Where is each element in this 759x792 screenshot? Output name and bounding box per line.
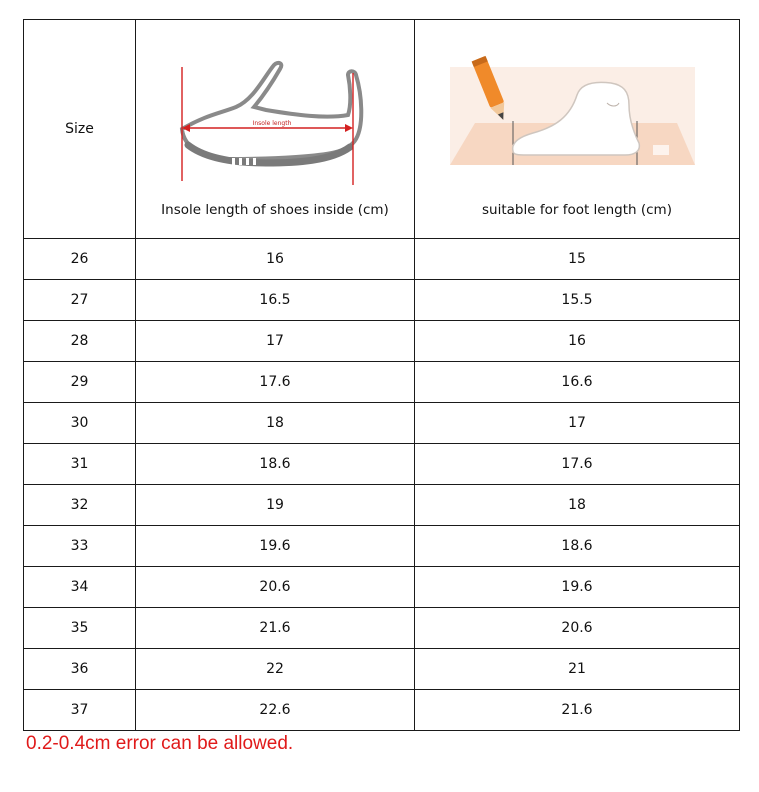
table-row xyxy=(24,403,740,444)
table-row xyxy=(24,649,740,690)
foot-length-cell: 18.6 xyxy=(415,526,740,567)
foot-length-cell: 15 xyxy=(415,239,740,280)
header-row xyxy=(24,20,740,239)
size-cell: 27 xyxy=(24,280,136,321)
foot-length-cell: 21 xyxy=(415,649,740,690)
size-cell: 30 xyxy=(24,403,136,444)
insole-length-cell: 19 xyxy=(136,485,415,526)
table-row xyxy=(24,362,740,403)
foot-length-cell: 16.6 xyxy=(415,362,740,403)
table-row xyxy=(24,444,740,485)
foot-length-cell: 15.5 xyxy=(415,280,740,321)
insole-length-cell: 16.5 xyxy=(136,280,415,321)
table-row xyxy=(24,321,740,362)
size-cell: 37 xyxy=(24,690,136,731)
foot-length-cell: 19.6 xyxy=(415,567,740,608)
tolerance-note: 0.2-0.4cm error can be allowed. xyxy=(26,733,294,754)
shoe-sole-measure-icon xyxy=(136,55,415,205)
insole-length-cell: 22.6 xyxy=(136,690,415,731)
foot-length-cell: 16 xyxy=(415,321,740,362)
insole-length-cell: 20.6 xyxy=(136,567,415,608)
size-cell: 34 xyxy=(24,567,136,608)
table-row xyxy=(24,567,740,608)
foot-measure-pencil-icon xyxy=(415,55,740,205)
foot-length-cell: 18 xyxy=(415,485,740,526)
table-row xyxy=(24,690,740,731)
table-row xyxy=(24,485,740,526)
size-header-cell xyxy=(24,20,136,239)
size-cell: 29 xyxy=(24,362,136,403)
size-header-label: Size xyxy=(65,121,94,137)
foot-length-cell: 17.6 xyxy=(415,444,740,485)
foot-header-cell xyxy=(415,20,740,239)
insole-diagram-label: Insole length xyxy=(252,120,292,127)
foot-length-cell: 20.6 xyxy=(415,608,740,649)
table-row xyxy=(24,239,740,280)
insole-header-caption: Insole length of shoes inside (cm) xyxy=(161,202,389,218)
insole-header-cell xyxy=(136,20,415,239)
insole-length-cell: 17.6 xyxy=(136,362,415,403)
size-cell: 36 xyxy=(24,649,136,690)
size-chart-table xyxy=(23,19,740,731)
table-row xyxy=(24,608,740,649)
size-cell: 28 xyxy=(24,321,136,362)
foot-length-cell: 17 xyxy=(415,403,740,444)
size-cell: 31 xyxy=(24,444,136,485)
insole-length-cell: 17 xyxy=(136,321,415,362)
insole-length-cell: 16 xyxy=(136,239,415,280)
foot-header-caption: suitable for foot length (cm) xyxy=(482,202,672,218)
size-cell: 33 xyxy=(24,526,136,567)
table-row xyxy=(24,526,740,567)
size-cell: 32 xyxy=(24,485,136,526)
insole-length-cell: 22 xyxy=(136,649,415,690)
foot-length-cell: 21.6 xyxy=(415,690,740,731)
size-cell: 26 xyxy=(24,239,136,280)
insole-length-cell: 19.6 xyxy=(136,526,415,567)
insole-length-cell: 21.6 xyxy=(136,608,415,649)
table-row xyxy=(24,280,740,321)
size-cell: 35 xyxy=(24,608,136,649)
insole-length-cell: 18 xyxy=(136,403,415,444)
insole-length-cell: 18.6 xyxy=(136,444,415,485)
